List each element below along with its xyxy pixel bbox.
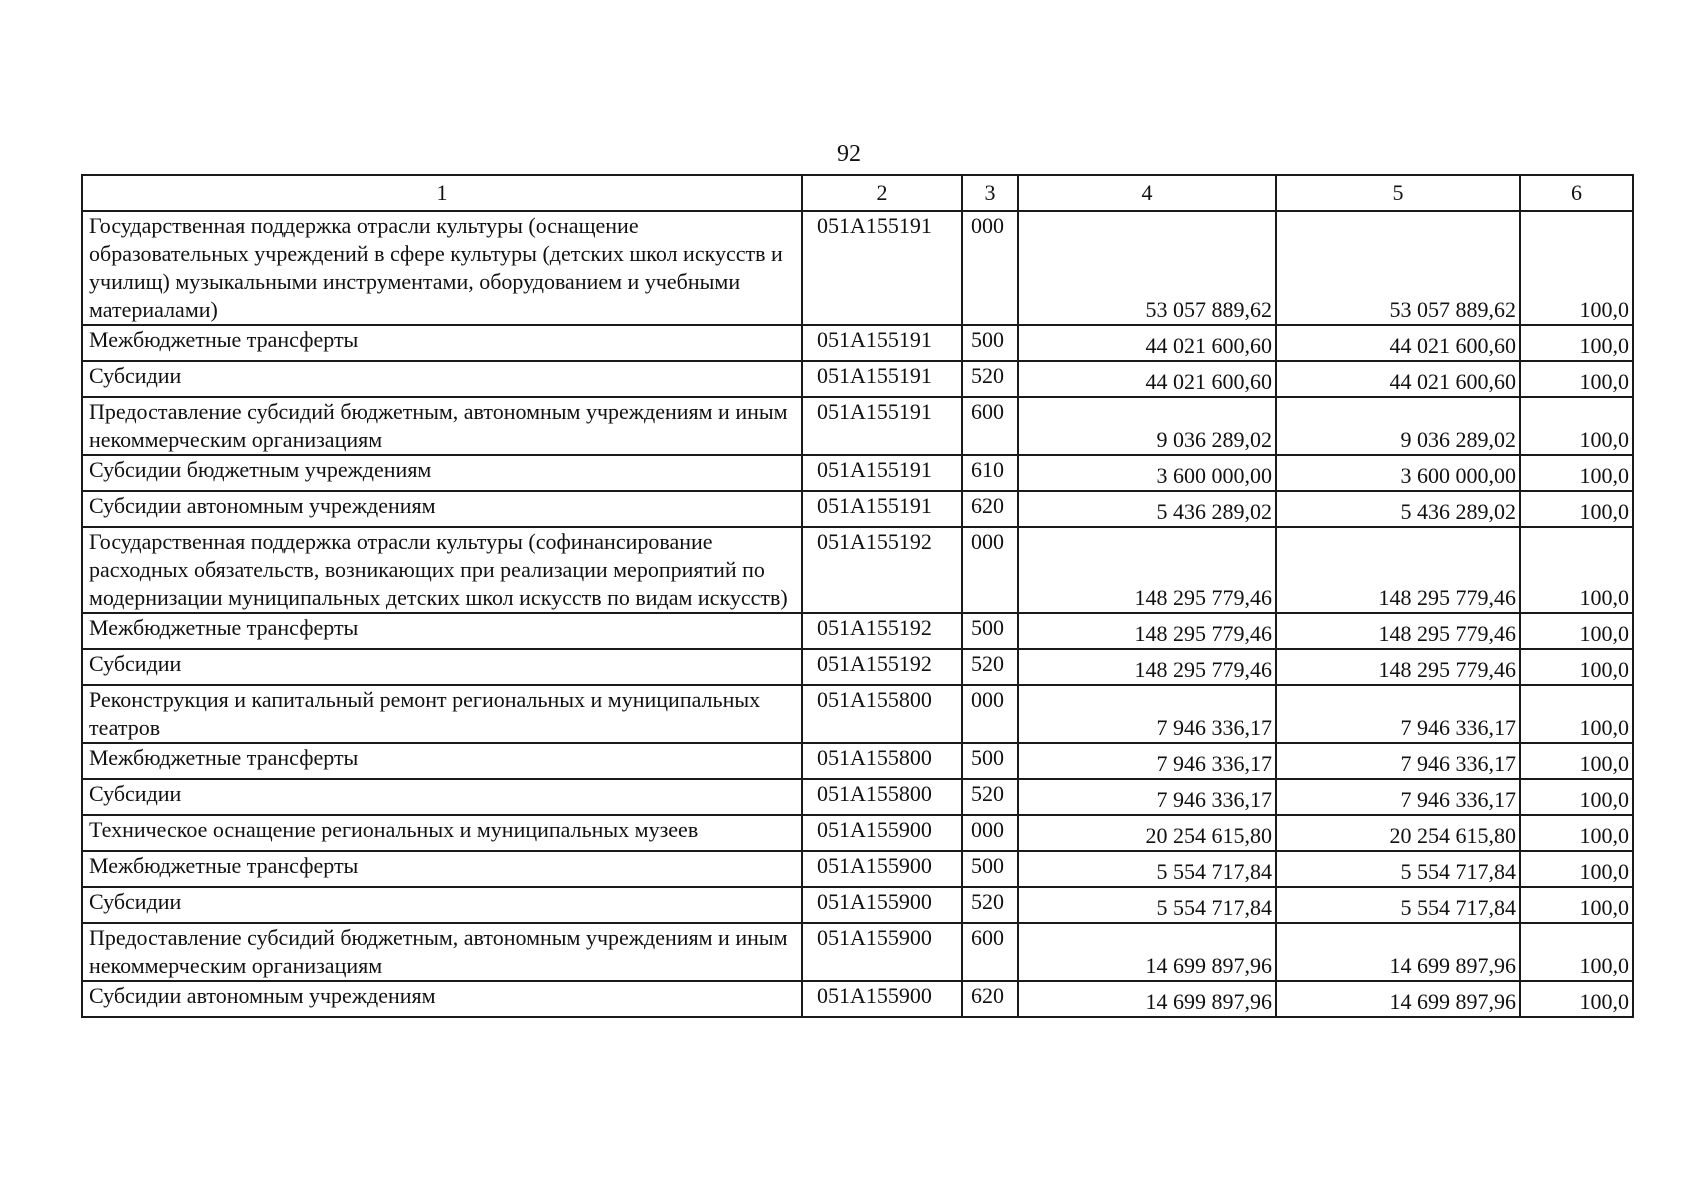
expense-type-cell: 610	[962, 455, 1018, 491]
table-row	[82, 361, 1633, 397]
expense-type-cell: 500	[962, 613, 1018, 649]
plan-amount-cell: 44 021 600,60	[1018, 361, 1276, 397]
plan-amount-cell: 7 946 336,17	[1018, 779, 1276, 815]
plan-amount-cell: 44 021 600,60	[1018, 325, 1276, 361]
plan-amount-cell: 148 295 779,46	[1018, 527, 1276, 613]
expense-type-cell: 620	[962, 981, 1018, 1017]
item-name-cell: Субсидии автономным учреждениям	[82, 981, 802, 1017]
percent-cell: 100,0	[1520, 887, 1633, 923]
percent-cell: 100,0	[1520, 923, 1633, 981]
item-name-cell: Субсидии бюджетным учреждениям	[82, 455, 802, 491]
item-name-cell: Субсидии	[82, 887, 802, 923]
target-code-cell: 051A155900	[802, 887, 962, 923]
column-header: 2	[802, 175, 962, 211]
actual-amount-cell: 148 295 779,46	[1276, 649, 1520, 685]
expense-type-cell: 500	[962, 325, 1018, 361]
target-code-cell: 051A155192	[802, 649, 962, 685]
table-row	[82, 527, 1633, 613]
expense-type-cell: 520	[962, 649, 1018, 685]
expense-type-cell: 000	[962, 527, 1018, 613]
column-header: 3	[962, 175, 1018, 211]
percent-cell: 100,0	[1520, 649, 1633, 685]
target-code-cell: 051A155191	[802, 397, 962, 455]
percent-cell: 100,0	[1520, 361, 1633, 397]
budget-table	[81, 174, 1634, 1018]
expense-type-cell: 600	[962, 923, 1018, 981]
item-name-cell: Реконструкция и капитальный ремонт региональных и муниципальных театров	[82, 685, 802, 743]
plan-amount-cell: 148 295 779,46	[1018, 613, 1276, 649]
item-name-cell: Предоставление субсидий бюджетным, автономным учреждениям и иным некоммерческим организациям	[82, 397, 802, 455]
expense-type-cell: 520	[962, 779, 1018, 815]
plan-amount-cell: 20 254 615,80	[1018, 815, 1276, 851]
target-code-cell: 051A155900	[802, 815, 962, 851]
item-name-cell: Субсидии	[82, 649, 802, 685]
plan-amount-cell: 7 946 336,17	[1018, 685, 1276, 743]
table-header-row	[82, 175, 1633, 211]
percent-cell: 100,0	[1520, 527, 1633, 613]
actual-amount-cell: 5 554 717,84	[1276, 851, 1520, 887]
percent-cell: 100,0	[1520, 851, 1633, 887]
column-header: 4	[1018, 175, 1276, 211]
plan-amount-cell: 9 036 289,02	[1018, 397, 1276, 455]
percent-cell: 100,0	[1520, 685, 1633, 743]
table-row	[82, 491, 1633, 527]
plan-amount-cell: 14 699 897,96	[1018, 923, 1276, 981]
target-code-cell: 051A155191	[802, 455, 962, 491]
expense-type-cell: 500	[962, 743, 1018, 779]
percent-cell: 100,0	[1520, 815, 1633, 851]
plan-amount-cell: 5 436 289,02	[1018, 491, 1276, 527]
actual-amount-cell: 14 699 897,96	[1276, 923, 1520, 981]
table-row	[82, 981, 1633, 1017]
item-name-cell: Субсидии	[82, 779, 802, 815]
actual-amount-cell: 7 946 336,17	[1276, 779, 1520, 815]
percent-cell: 100,0	[1520, 491, 1633, 527]
target-code-cell: 051A155192	[802, 613, 962, 649]
expense-type-cell: 000	[962, 815, 1018, 851]
percent-cell: 100,0	[1520, 455, 1633, 491]
actual-amount-cell: 7 946 336,17	[1276, 685, 1520, 743]
plan-amount-cell: 53 057 889,62	[1018, 211, 1276, 325]
actual-amount-cell: 3 600 000,00	[1276, 455, 1520, 491]
expense-type-cell: 520	[962, 887, 1018, 923]
table-body	[82, 211, 1633, 1017]
table-row	[82, 397, 1633, 455]
target-code-cell: 051A155900	[802, 851, 962, 887]
table-row	[82, 923, 1633, 981]
item-name-cell: Государственная поддержка отрасли культуры (оснащение образовательных учреждений в сфере культуры (детских школ искусств и училищ) музыкальными инструментами, оборудованием и учебными материалами)	[82, 211, 802, 325]
percent-cell: 100,0	[1520, 325, 1633, 361]
item-name-cell: Предоставление субсидий бюджетным, автономным учреждениям и иным некоммерческим организациям	[82, 923, 802, 981]
table-row	[82, 851, 1633, 887]
column-header: 5	[1276, 175, 1520, 211]
item-name-cell: Субсидии автономным учреждениям	[82, 491, 802, 527]
table-row	[82, 613, 1633, 649]
target-code-cell: 051A155191	[802, 491, 962, 527]
table-row	[82, 211, 1633, 325]
actual-amount-cell: 5 436 289,02	[1276, 491, 1520, 527]
actual-amount-cell: 20 254 615,80	[1276, 815, 1520, 851]
item-name-cell: Субсидии	[82, 361, 802, 397]
actual-amount-cell: 14 699 897,96	[1276, 981, 1520, 1017]
plan-amount-cell: 5 554 717,84	[1018, 887, 1276, 923]
actual-amount-cell: 148 295 779,46	[1276, 613, 1520, 649]
expense-type-cell: 600	[962, 397, 1018, 455]
target-code-cell: 051A155191	[802, 211, 962, 325]
actual-amount-cell: 53 057 889,62	[1276, 211, 1520, 325]
target-code-cell: 051A155191	[802, 325, 962, 361]
plan-amount-cell: 7 946 336,17	[1018, 743, 1276, 779]
item-name-cell: Межбюджетные трансферты	[82, 743, 802, 779]
target-code-cell: 051A155900	[802, 981, 962, 1017]
table-row	[82, 455, 1633, 491]
expense-type-cell: 620	[962, 491, 1018, 527]
expense-type-cell: 000	[962, 211, 1018, 325]
actual-amount-cell: 5 554 717,84	[1276, 887, 1520, 923]
plan-amount-cell: 14 699 897,96	[1018, 981, 1276, 1017]
actual-amount-cell: 44 021 600,60	[1276, 361, 1520, 397]
plan-amount-cell: 5 554 717,84	[1018, 851, 1276, 887]
percent-cell: 100,0	[1520, 613, 1633, 649]
item-name-cell: Межбюджетные трансферты	[82, 613, 802, 649]
percent-cell: 100,0	[1520, 397, 1633, 455]
percent-cell: 100,0	[1520, 211, 1633, 325]
plan-amount-cell: 3 600 000,00	[1018, 455, 1276, 491]
target-code-cell: 051A155192	[802, 527, 962, 613]
table-row	[82, 685, 1633, 743]
item-name-cell: Межбюджетные трансферты	[82, 851, 802, 887]
expense-type-cell: 500	[962, 851, 1018, 887]
table-row	[82, 325, 1633, 361]
expense-type-cell: 520	[962, 361, 1018, 397]
actual-amount-cell: 44 021 600,60	[1276, 325, 1520, 361]
target-code-cell: 051A155191	[802, 361, 962, 397]
table-row	[82, 743, 1633, 779]
percent-cell: 100,0	[1520, 981, 1633, 1017]
percent-cell: 100,0	[1520, 743, 1633, 779]
actual-amount-cell: 148 295 779,46	[1276, 527, 1520, 613]
table-row	[82, 649, 1633, 685]
target-code-cell: 051A155800	[802, 743, 962, 779]
table-row	[82, 815, 1633, 851]
table-row	[82, 779, 1633, 815]
plan-amount-cell: 148 295 779,46	[1018, 649, 1276, 685]
item-name-cell: Межбюджетные трансферты	[82, 325, 802, 361]
column-header: 6	[1520, 175, 1633, 211]
page-number: 92	[837, 141, 861, 167]
target-code-cell: 051A155800	[802, 685, 962, 743]
expense-type-cell: 000	[962, 685, 1018, 743]
percent-cell: 100,0	[1520, 779, 1633, 815]
column-header: 1	[82, 175, 802, 211]
target-code-cell: 051A155900	[802, 923, 962, 981]
item-name-cell: Государственная поддержка отрасли культуры (софинансирование расходных обязательств, возникающих при реализации мероприятий по модернизации муниципальных детских школ искусств по видам искусств)	[82, 527, 802, 613]
table-row	[82, 887, 1633, 923]
actual-amount-cell: 7 946 336,17	[1276, 743, 1520, 779]
target-code-cell: 051A155800	[802, 779, 962, 815]
item-name-cell: Техническое оснащение региональных и муниципальных музеев	[82, 815, 802, 851]
actual-amount-cell: 9 036 289,02	[1276, 397, 1520, 455]
